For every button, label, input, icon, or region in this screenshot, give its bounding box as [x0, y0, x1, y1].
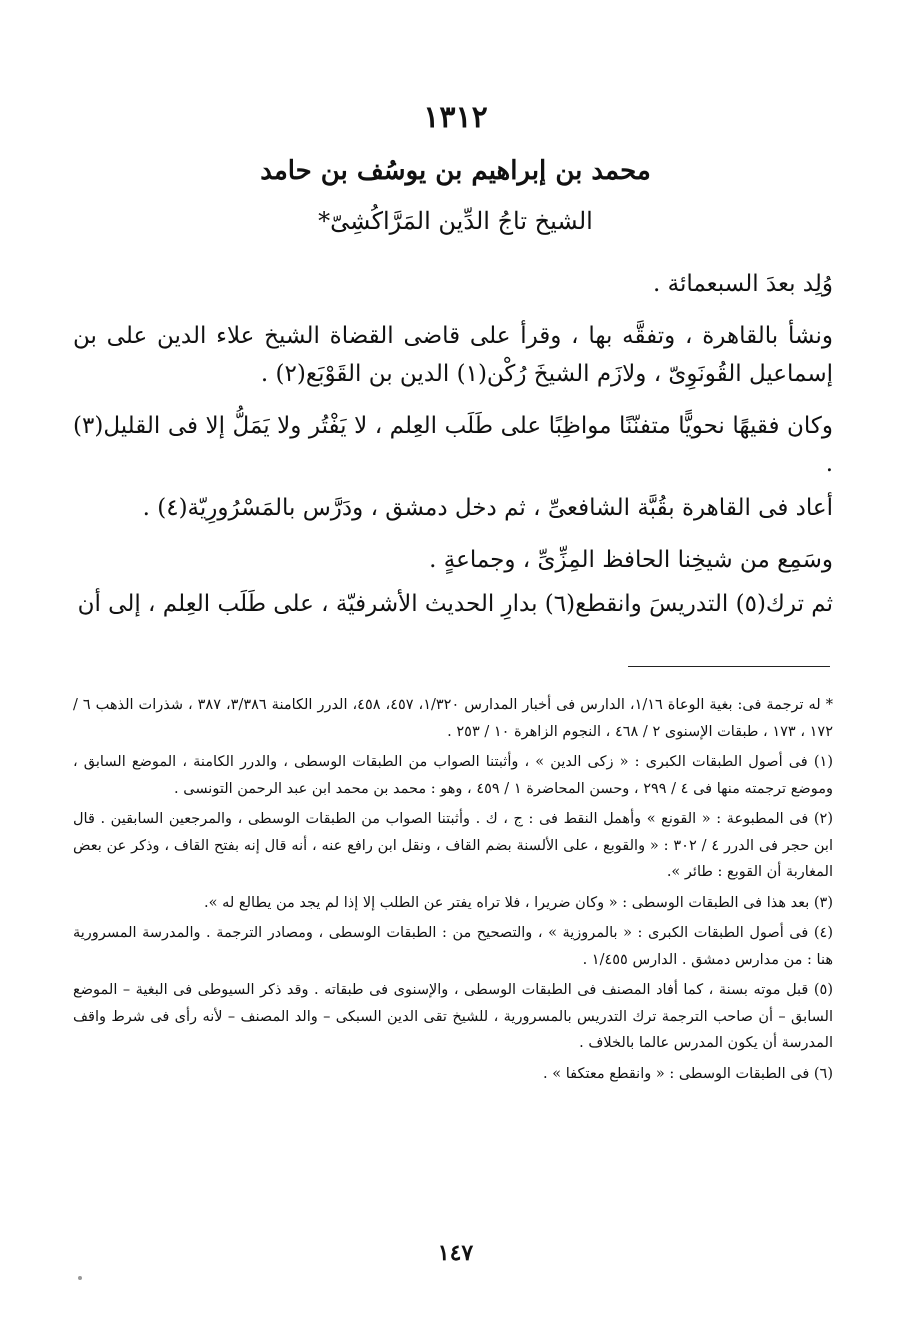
paragraph-upbringing: ونشأ بالقاهرة ، وتفقَّه بها ، وقرأ على قاضى القضاة الشيخ علاء الدين على بن إسماعيل القُونَوِىّ ، ولازَم الشيخَ رُكْن(١) الدين بن القَوْبَع(٢) .	[73, 323, 833, 387]
paragraph-retirement: ثم ترك(٥) التدريسَ وانقطع(٦) بدارِ الحديث الأشرفيّة ، على طَلَب العِلم ، إلى أن	[77, 591, 833, 617]
footnote-1: (١) فى أصول الطبقات الكبرى : « زكى الدين » ، وأثبتنا الصواب من الطبقات الوسطى ، والدرر الكامنة ، الموضع السابق ، وموضع ترجمته منها فى ٤ / ٢٩٩ ، وحسن المحاضرة ١ / ٤٥٩ ، وهو : محمد بن محمد ابن عبد الرحمن التونسى .	[73, 754, 833, 797]
entry-title: الشيخ تاجُ الدِّين المَرَّاكُشِىّ*	[318, 207, 593, 235]
page-speck	[78, 1276, 82, 1280]
paragraph-birth: وُلِد بعدَ السبعمائة .	[653, 271, 833, 297]
paragraph-character: وكان فقيهًا نحويًّا متفنّنًا مواظِبًا على طَلَب العِلم ، لا يَفْتُر ولا يَمَلُّ إلا فى القليل(٣) .	[73, 413, 833, 477]
footnote-6: (٦) فى الطبقات الوسطى : « وانقطع معتكفا » .	[543, 1065, 833, 1082]
footnotes	[73, 692, 833, 1091]
footnote-2: (٢) فى المطبوعة : « القونع » وأهمل النقط فى : ج ، ك . وأثبتنا الصواب من الطبقات الوسطى ، والمرجعين السابقين . قال ابن حجر فى الدرر ٤ / ٣٠٢ : « والقوبع ، على الألسنة بضم القاف ، ونقل ابن رافع عنه ، أنه قال إنه بفتح القاف ، وذكر عن بعض المغاربة أن القوبع : طائر ».	[73, 811, 833, 880]
entry-number: ١٣١٢	[423, 100, 488, 135]
footnote-3: (٣) بعد هذا فى الطبقات الوسطى : « وكان ضريرا ، فلا تراه يفتر عن الطلب إلا إذا لم يجد من يطالع له ».	[204, 894, 833, 911]
footnote-star: * له ترجمة فى: بغية الوعاة ١/١٦، الدارس فى أخبار المدارس ١/٣٢٠، ٤٥٧، ٤٥٨، الدرر الكامنة ٣/٣٨٦، ٣٨٧ ، شذرات الذهب ٦ / ١٧٢ ، ١٧٣ ، طبقات الإسنوى ٢ / ٤٦٨ ، النجوم الزاهرة ١٠ / ٢٥٣ .	[73, 697, 833, 740]
entry-name: محمد بن إبراهيم بن يوسُف بن حامد	[260, 156, 651, 186]
paragraph-teaching: أعاد فى القاهرة بقُبَّة الشافعىِّ ، ثم دخل دمشق ، ودَرَّس بالمَسْرُورِيّة(٤) .	[142, 495, 833, 521]
paragraph-hearing: وسَمِع من شيخِنا الحافظ المِزِّىِّ ، وجماعةٍ .	[429, 547, 833, 573]
footnote-5: (٥) قبل موته بسنة ، كما أفاد المصنف فى الطبقات الوسطى ، والإسنوى فى طبقاته . وقد ذكر السيوطى فى البغية – الموضع السابق – أن صاحب الترجمة ترك التدريس بالمسرورية ، للشيخ تقى الدين السبكى – والد المصنف – لأنه رأى فى شرط واقف المدرسة أن يكون المدرس عالما بالخلاف .	[73, 982, 833, 1051]
footnote-4: (٤) فى أصول الطبقات الكبرى : « بالمروزية » ، والتصحيح من : الطبقات الوسطى ، ومصادر الترجمة . والمدرسة المسرورية هنا : من مدارس دمشق . الدارس ١/٤٥٥ .	[73, 925, 833, 968]
footnote-divider	[628, 666, 830, 667]
page-number: ١٤٧	[437, 1240, 474, 1266]
main-text	[73, 265, 833, 637]
